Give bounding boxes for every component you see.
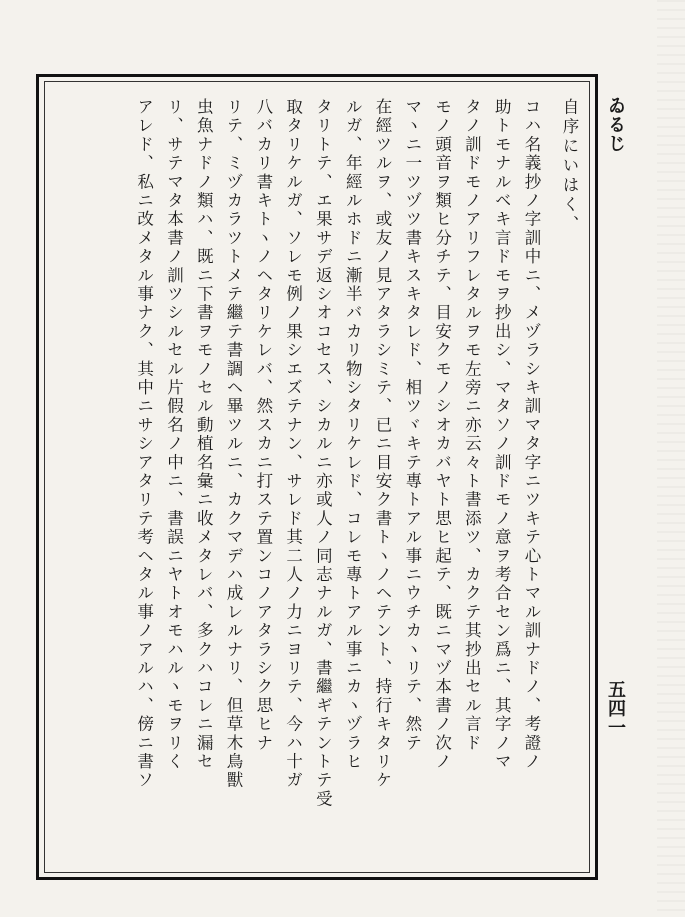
text-column: タノ訓ドモノアリフレタルヲモ左旁ニ亦云々ト書添ツ、カクテ其抄出セル言ド [462, 98, 482, 753]
text-column: 八バカリ書キトヽノヘタリケレバ、然スカニ打ステ置ンコノアタラシク思ヒナ [253, 98, 273, 753]
text-column: 在經ツルヲ、或友ノ見アタラシミテ、已ニ目安ク書トヽノヘテント、持行キタリケ [373, 98, 393, 790]
text-column: ルガ、年經ルホドニ漸半バカリ物シタリケレド、コレモ專トアル事ニカヽヅラヒ [343, 98, 363, 772]
section-heading: 自序にいはく、 [560, 98, 579, 235]
text-column: モノ頭音ヲ類ヒ分チテ、目安クモノシオカバヤト思ヒ起テ、既ニマヅ本書ノ次ノ [432, 98, 452, 772]
running-title: ゐるじ [605, 96, 626, 153]
text-column: マヽニ一ツヅツ書キスキタレド、相ツヾキテ專トアル事ニウチカヽリテ、然テ [402, 98, 422, 753]
text-column: 取タリケルガ、ソレモ例ノ果シエズテナン、サレド其二人ノ力ニヨリテ、今ハ十ガ [283, 98, 303, 790]
text-column: リ、サテマタ本書ノ訓ツシルセル片假名ノ中ニ、書誤ニヤトオモハルヽモヲリく [164, 98, 184, 772]
text-column: 助トモナルベキ言ドモヲ抄出シ、マタソノ訓ドモノ意ヲ考合セン爲ニ、其字ノマ [492, 98, 512, 772]
text-column: タリトテ、エ果サデ返シオコセス、シカルニ亦或人ノ同志ナルガ、書繼ギテントテ受 [313, 98, 333, 809]
page-number: 五四一 [605, 680, 626, 737]
text-column: リテ、ミヅカラツトメテ繼テ書調ヘ畢ツルニ、カクマデハ成レルナリ、但草木鳥獸 [224, 98, 244, 790]
text-column: アレド、私ニ改メタル事ナク、其中ニサシアタリテ考ヘタル事ノアルハ、傍ニ書ソ [134, 98, 154, 790]
scan-edge-noise [657, 0, 685, 917]
body-text [62, 98, 582, 858]
text-column: 虫魚ナドノ類ハ、既ニ下書ヲモノセル動植名彙ニ收メタレバ、多クハコレニ漏セ [194, 98, 214, 772]
text-column: コハ名義抄ノ字訓中ニ、メヅラシキ訓マタ字ニツキテ心トマル訓ナドノ、考證ノ [522, 98, 541, 772]
